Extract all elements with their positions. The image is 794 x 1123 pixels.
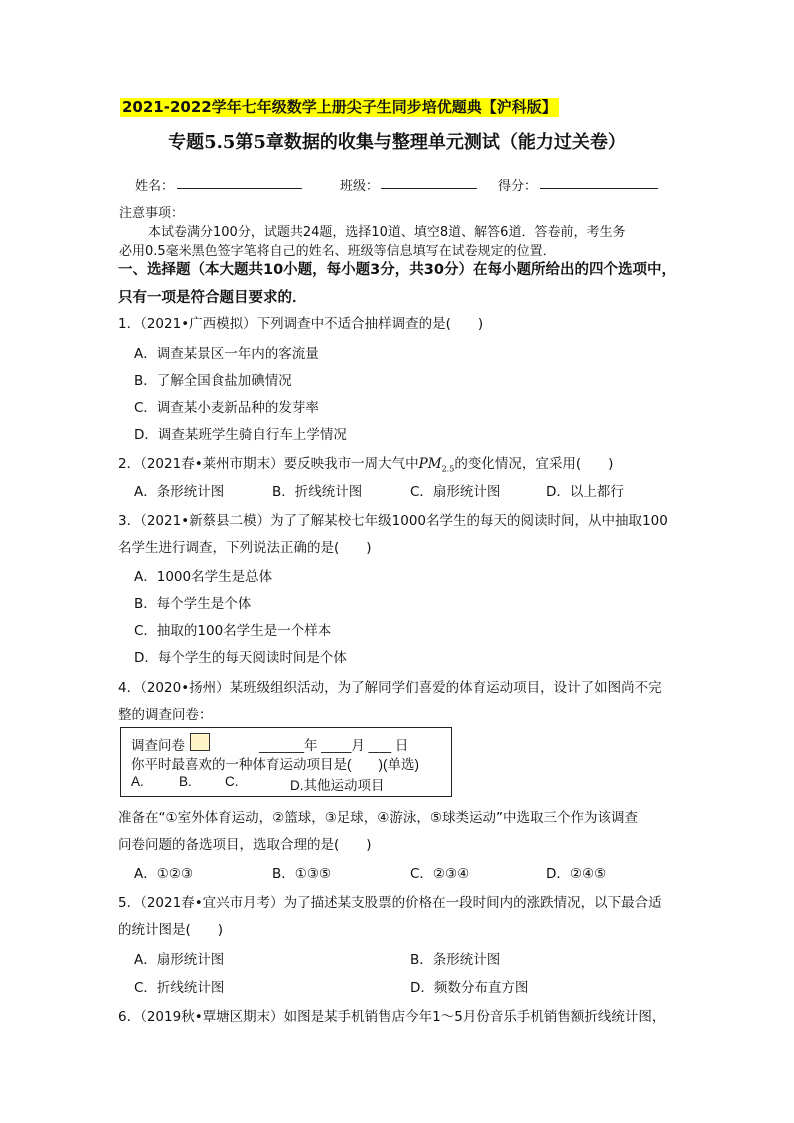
option-c[interactable]: C．②③④ bbox=[410, 866, 470, 882]
question-stem: 4．（2020•扬州）某班级组织活动，为了解同学们喜爱的体育运动项目，设计了如图尚不完 bbox=[118, 680, 662, 696]
notice-heading: 注意事项： bbox=[119, 206, 185, 221]
pm25-formula bbox=[419, 456, 455, 472]
notice-line: 本试卷满分100分，试题共24题，选择10道、填空8道、解答6道．答卷前，考生务 bbox=[148, 225, 626, 240]
notice-line: 必用0.5毫米黑色签字笔将自己的姓名、班级等信息填写在试卷规定的位置． bbox=[119, 244, 556, 259]
option-b[interactable]: B．折线统计图 bbox=[272, 484, 363, 500]
option-a[interactable]: A．扇形统计图 bbox=[134, 952, 225, 968]
class-label: 班级： bbox=[340, 179, 380, 194]
option-b[interactable]: B．了解全国食盐加碘情况 bbox=[134, 373, 292, 389]
option-d[interactable]: D．②④⑤ bbox=[546, 866, 607, 882]
question-stem: 6．（2019秋•覃塘区期末）如图是某手机销售店今年1～5月份音乐手机销售额折线统计图， bbox=[118, 1009, 666, 1025]
survey-choice-b: B. bbox=[179, 774, 192, 789]
question-stem: 的统计图是( ) bbox=[118, 922, 224, 938]
question-stem: 问卷问题的备选项目，选取合理的是( ) bbox=[118, 837, 372, 853]
question-stem: 准备在“①室外体育运动，②篮球，③足球，④游泳，⑤球类运动”中选取三个作为该调查 bbox=[118, 810, 638, 826]
survey-title: 调查问卷 bbox=[131, 738, 185, 753]
option-d[interactable]: D．调查某班学生骑自行车上学情况 bbox=[134, 427, 347, 443]
option-c[interactable]: C．抽取的100名学生是一个样本 bbox=[134, 623, 332, 639]
formula-sub: 2.5 bbox=[441, 464, 455, 474]
option-a[interactable]: A．①②③ bbox=[134, 866, 194, 882]
option-d[interactable]: D．频数分布直方图 bbox=[410, 980, 529, 996]
survey-checkbox[interactable] bbox=[190, 733, 210, 751]
option-d[interactable]: D．每个学生的每天阅读时间是个体 bbox=[134, 650, 347, 666]
page-title: 专题5.5第5章数据的收集与整理单元测试（能力过关卷） bbox=[168, 132, 626, 153]
section-heading: 只有一项是符合题目要求的． bbox=[118, 290, 307, 306]
stem-part: 2．（2021春•莱州市期末）要反映我市一周大气中 bbox=[118, 456, 419, 472]
option-b[interactable]: B．每个学生是个体 bbox=[134, 596, 252, 612]
class-field[interactable] bbox=[381, 174, 477, 189]
survey-choice-c: C. bbox=[225, 774, 239, 789]
question-stem: 名学生进行调查，下列说法正确的是( ) bbox=[118, 540, 372, 556]
name-field[interactable] bbox=[177, 174, 302, 189]
question-stem: 1．（2021•广西模拟）下列调查中不适合抽样调查的是( ) bbox=[118, 316, 484, 332]
option-d[interactable]: D．以上都行 bbox=[546, 484, 624, 500]
series-banner: 2021-2022学年七年级数学上册尖子生同步培优题典【沪科版】 bbox=[122, 98, 557, 116]
survey-choice-a: A. bbox=[131, 774, 144, 789]
question-stem: 整的调查问卷： bbox=[118, 707, 213, 723]
section-heading: 一、选择题（本大题共10小题，每小题3分，共30分）在每小题所给出的四个选项中， bbox=[118, 262, 676, 278]
name-label: 姓名： bbox=[135, 179, 175, 194]
question-stem: 5．（2021春•宜兴市月考）为了描述某支股票的价格在一段时间内的涨跌情况，以下最合适 bbox=[118, 895, 662, 911]
score-label: 得分： bbox=[498, 179, 538, 194]
option-b[interactable]: B．①③⑤ bbox=[272, 866, 332, 882]
option-a[interactable]: A．1000名学生是总体 bbox=[134, 569, 273, 585]
question-stem bbox=[118, 452, 613, 474]
option-b[interactable]: B．条形统计图 bbox=[410, 952, 501, 968]
score-field[interactable] bbox=[540, 174, 658, 189]
option-c[interactable]: C．扇形统计图 bbox=[410, 484, 501, 500]
option-c[interactable]: C．折线统计图 bbox=[134, 980, 225, 996]
option-a[interactable]: A．调查某景区一年内的客流量 bbox=[134, 346, 319, 362]
survey-choice-d: D.其他运动项目 bbox=[290, 778, 385, 793]
survey-date: ______年 ____月 ___ 日 bbox=[259, 738, 409, 753]
option-c[interactable]: C．调查某小麦新品种的发芽率 bbox=[134, 400, 319, 416]
survey-form-figure bbox=[120, 727, 452, 797]
question-stem: 3．（2021•新蔡县二模）为了了解某校七年级1000名学生的每天的阅读时间，从中抽取100 bbox=[118, 513, 668, 529]
option-a[interactable]: A．条形统计图 bbox=[134, 484, 225, 500]
stem-part: 的变化情况，宜采用( ) bbox=[454, 456, 614, 472]
formula-main: PM bbox=[418, 456, 442, 472]
survey-question: 你平时最喜欢的一种体育运动项目是( )(单选) bbox=[131, 757, 419, 772]
